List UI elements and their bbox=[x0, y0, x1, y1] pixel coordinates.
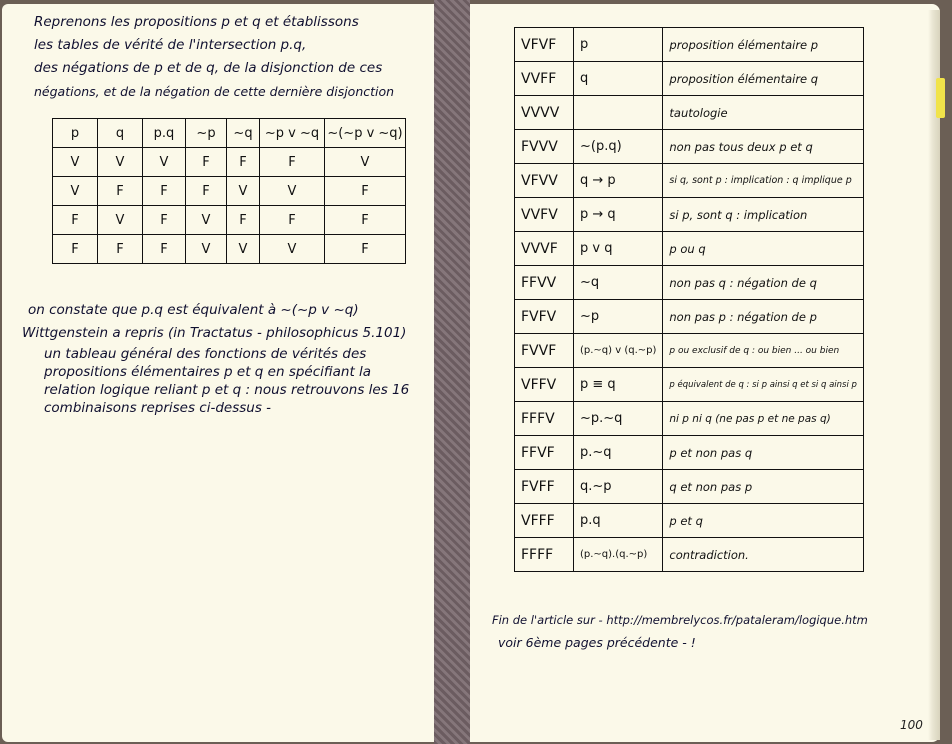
table-cell: F bbox=[53, 206, 98, 235]
combination-code: VFFF bbox=[515, 504, 574, 538]
table-row bbox=[515, 436, 864, 470]
combination-code: VVVV bbox=[515, 96, 574, 130]
bookmark-ribbon bbox=[434, 0, 470, 744]
combination-formula: (p.~q) v (q.~p) bbox=[574, 334, 663, 368]
table-header: p bbox=[53, 119, 98, 148]
table-cell: V bbox=[186, 206, 227, 235]
conclusion-line: Wittgenstein a repris (in Tractatus - philosophicus 5.101) bbox=[22, 325, 407, 341]
combination-code: VVFV bbox=[515, 198, 574, 232]
table-header: ~p v ~q bbox=[260, 119, 325, 148]
table-cell: V bbox=[325, 148, 406, 177]
combination-description: p ou q bbox=[663, 232, 864, 266]
page-edge bbox=[928, 10, 940, 740]
conclusion-line: relation logique reliant p et q : nous retrouvons les 16 bbox=[44, 382, 410, 398]
table-row bbox=[515, 538, 864, 572]
table-cell: F bbox=[325, 177, 406, 206]
table-cell: F bbox=[53, 235, 98, 264]
page-number: 100 bbox=[900, 718, 923, 732]
table-cell: F bbox=[227, 148, 260, 177]
table-cell: V bbox=[260, 235, 325, 264]
combination-formula: p → q bbox=[574, 198, 663, 232]
table-cell: F bbox=[143, 177, 186, 206]
combination-description: p et q bbox=[663, 504, 864, 538]
conclusion-line: un tableau général des fonctions de vérités des bbox=[44, 346, 367, 362]
combination-code: FVFV bbox=[515, 300, 574, 334]
combination-code: VVVF bbox=[515, 232, 574, 266]
combination-formula: p ≡ q bbox=[574, 368, 663, 402]
combination-code: FFVV bbox=[515, 266, 574, 300]
table-cell: V bbox=[53, 148, 98, 177]
table-cell: V bbox=[98, 206, 143, 235]
table-row bbox=[515, 28, 864, 62]
combination-description: q et non pas p bbox=[663, 470, 864, 504]
table-row bbox=[53, 148, 406, 177]
intro-line: des négations de p et de q, de la disjonction de ces bbox=[34, 60, 383, 76]
truth-table bbox=[52, 118, 406, 264]
combination-description: si p, sont q : implication bbox=[663, 198, 864, 232]
table-cell: V bbox=[143, 148, 186, 177]
combinations-table bbox=[514, 27, 864, 572]
table-row bbox=[515, 300, 864, 334]
table-row bbox=[53, 206, 406, 235]
table-row bbox=[53, 235, 406, 264]
combination-formula: ~(p.q) bbox=[574, 130, 663, 164]
table-cell: V bbox=[98, 148, 143, 177]
table-cell: F bbox=[260, 148, 325, 177]
table-header: p.q bbox=[143, 119, 186, 148]
combination-description: p équivalent de q : si p ainsi q et si q ainsi p bbox=[663, 368, 864, 402]
footer-line: voir 6ème pages précédente - ! bbox=[498, 635, 696, 650]
combination-code: FVVV bbox=[515, 130, 574, 164]
intro-line: négations, et de la négation de cette dernière disjonction bbox=[34, 84, 395, 99]
combination-description: proposition élémentaire p bbox=[663, 28, 864, 62]
combination-code: FVVF bbox=[515, 334, 574, 368]
combination-code: FFVF bbox=[515, 436, 574, 470]
combination-code: FFFV bbox=[515, 402, 574, 436]
combination-formula: p bbox=[574, 28, 663, 62]
table-row bbox=[515, 62, 864, 96]
combination-formula bbox=[574, 96, 663, 130]
combination-code: FFFF bbox=[515, 538, 574, 572]
combination-formula: p v q bbox=[574, 232, 663, 266]
combination-code: VFVF bbox=[515, 28, 574, 62]
table-row bbox=[515, 96, 864, 130]
table-row bbox=[515, 334, 864, 368]
combination-description: p et non pas q bbox=[663, 436, 864, 470]
table-cell: F bbox=[143, 206, 186, 235]
table-cell: F bbox=[325, 206, 406, 235]
table-cell: F bbox=[143, 235, 186, 264]
table-cell: F bbox=[186, 148, 227, 177]
table-cell: F bbox=[186, 177, 227, 206]
table-header: ~q bbox=[227, 119, 260, 148]
conclusion-line: on constate que p.q est équivalent à ~(~p v ~q) bbox=[28, 302, 359, 318]
table-row bbox=[515, 130, 864, 164]
combination-description: ni p ni q (ne pas p et ne pas q) bbox=[663, 402, 864, 436]
combination-formula: p.~q bbox=[574, 436, 663, 470]
table-row bbox=[515, 198, 864, 232]
table-cell: F bbox=[260, 206, 325, 235]
conclusion-line: combinaisons reprises ci-dessus - bbox=[44, 400, 272, 416]
combination-description: proposition élémentaire q bbox=[663, 62, 864, 96]
combination-formula: ~q bbox=[574, 266, 663, 300]
table-cell: F bbox=[325, 235, 406, 264]
combination-description: si q, sont p : implication : q implique p bbox=[663, 164, 864, 198]
combination-description: p ou exclusif de q : ou bien ... ou bien bbox=[663, 334, 864, 368]
table-header: q bbox=[98, 119, 143, 148]
table-header: ~(~p v ~q) bbox=[325, 119, 406, 148]
table-row bbox=[515, 164, 864, 198]
table-cell: V bbox=[260, 177, 325, 206]
combination-description: non pas tous deux p et q bbox=[663, 130, 864, 164]
combination-description: contradiction. bbox=[663, 538, 864, 572]
table-row bbox=[515, 232, 864, 266]
combination-code: VFVV bbox=[515, 164, 574, 198]
combination-description: tautologie bbox=[663, 96, 864, 130]
combination-formula: ~p bbox=[574, 300, 663, 334]
table-header: ~p bbox=[186, 119, 227, 148]
yellow-tab-marker bbox=[936, 78, 945, 118]
table-row bbox=[515, 266, 864, 300]
combination-code: VVFF bbox=[515, 62, 574, 96]
table-cell: F bbox=[227, 206, 260, 235]
combination-formula: ~p.~q bbox=[574, 402, 663, 436]
table-row bbox=[53, 177, 406, 206]
intro-line: les tables de vérité de l'intersection p.q, bbox=[34, 37, 307, 53]
table-cell: V bbox=[186, 235, 227, 264]
table-cell: V bbox=[227, 235, 260, 264]
table-cell: F bbox=[98, 235, 143, 264]
combination-description: non pas p : négation de p bbox=[663, 300, 864, 334]
table-cell: V bbox=[227, 177, 260, 206]
table-row bbox=[515, 402, 864, 436]
combination-code: VFFV bbox=[515, 368, 574, 402]
table-cell: F bbox=[98, 177, 143, 206]
combination-description: non pas q : négation de q bbox=[663, 266, 864, 300]
conclusion-line: propositions élémentaires p et q en spécifiant la bbox=[44, 364, 372, 380]
table-header-row bbox=[53, 119, 406, 148]
combination-formula: p.q bbox=[574, 504, 663, 538]
combination-formula: q.~p bbox=[574, 470, 663, 504]
combination-formula: q → p bbox=[574, 164, 663, 198]
intro-line: Reprenons les propositions p et q et établissons bbox=[34, 14, 359, 30]
combination-formula: (p.~q).(q.~p) bbox=[574, 538, 663, 572]
table-row bbox=[515, 470, 864, 504]
table-row bbox=[515, 368, 864, 402]
footer-line: Fin de l'article sur - http://membrelycos.fr/pataleram/logique.htm bbox=[492, 613, 868, 627]
combination-formula: q bbox=[574, 62, 663, 96]
combination-code: FVFF bbox=[515, 470, 574, 504]
table-row bbox=[515, 504, 864, 538]
table-cell: V bbox=[53, 177, 98, 206]
